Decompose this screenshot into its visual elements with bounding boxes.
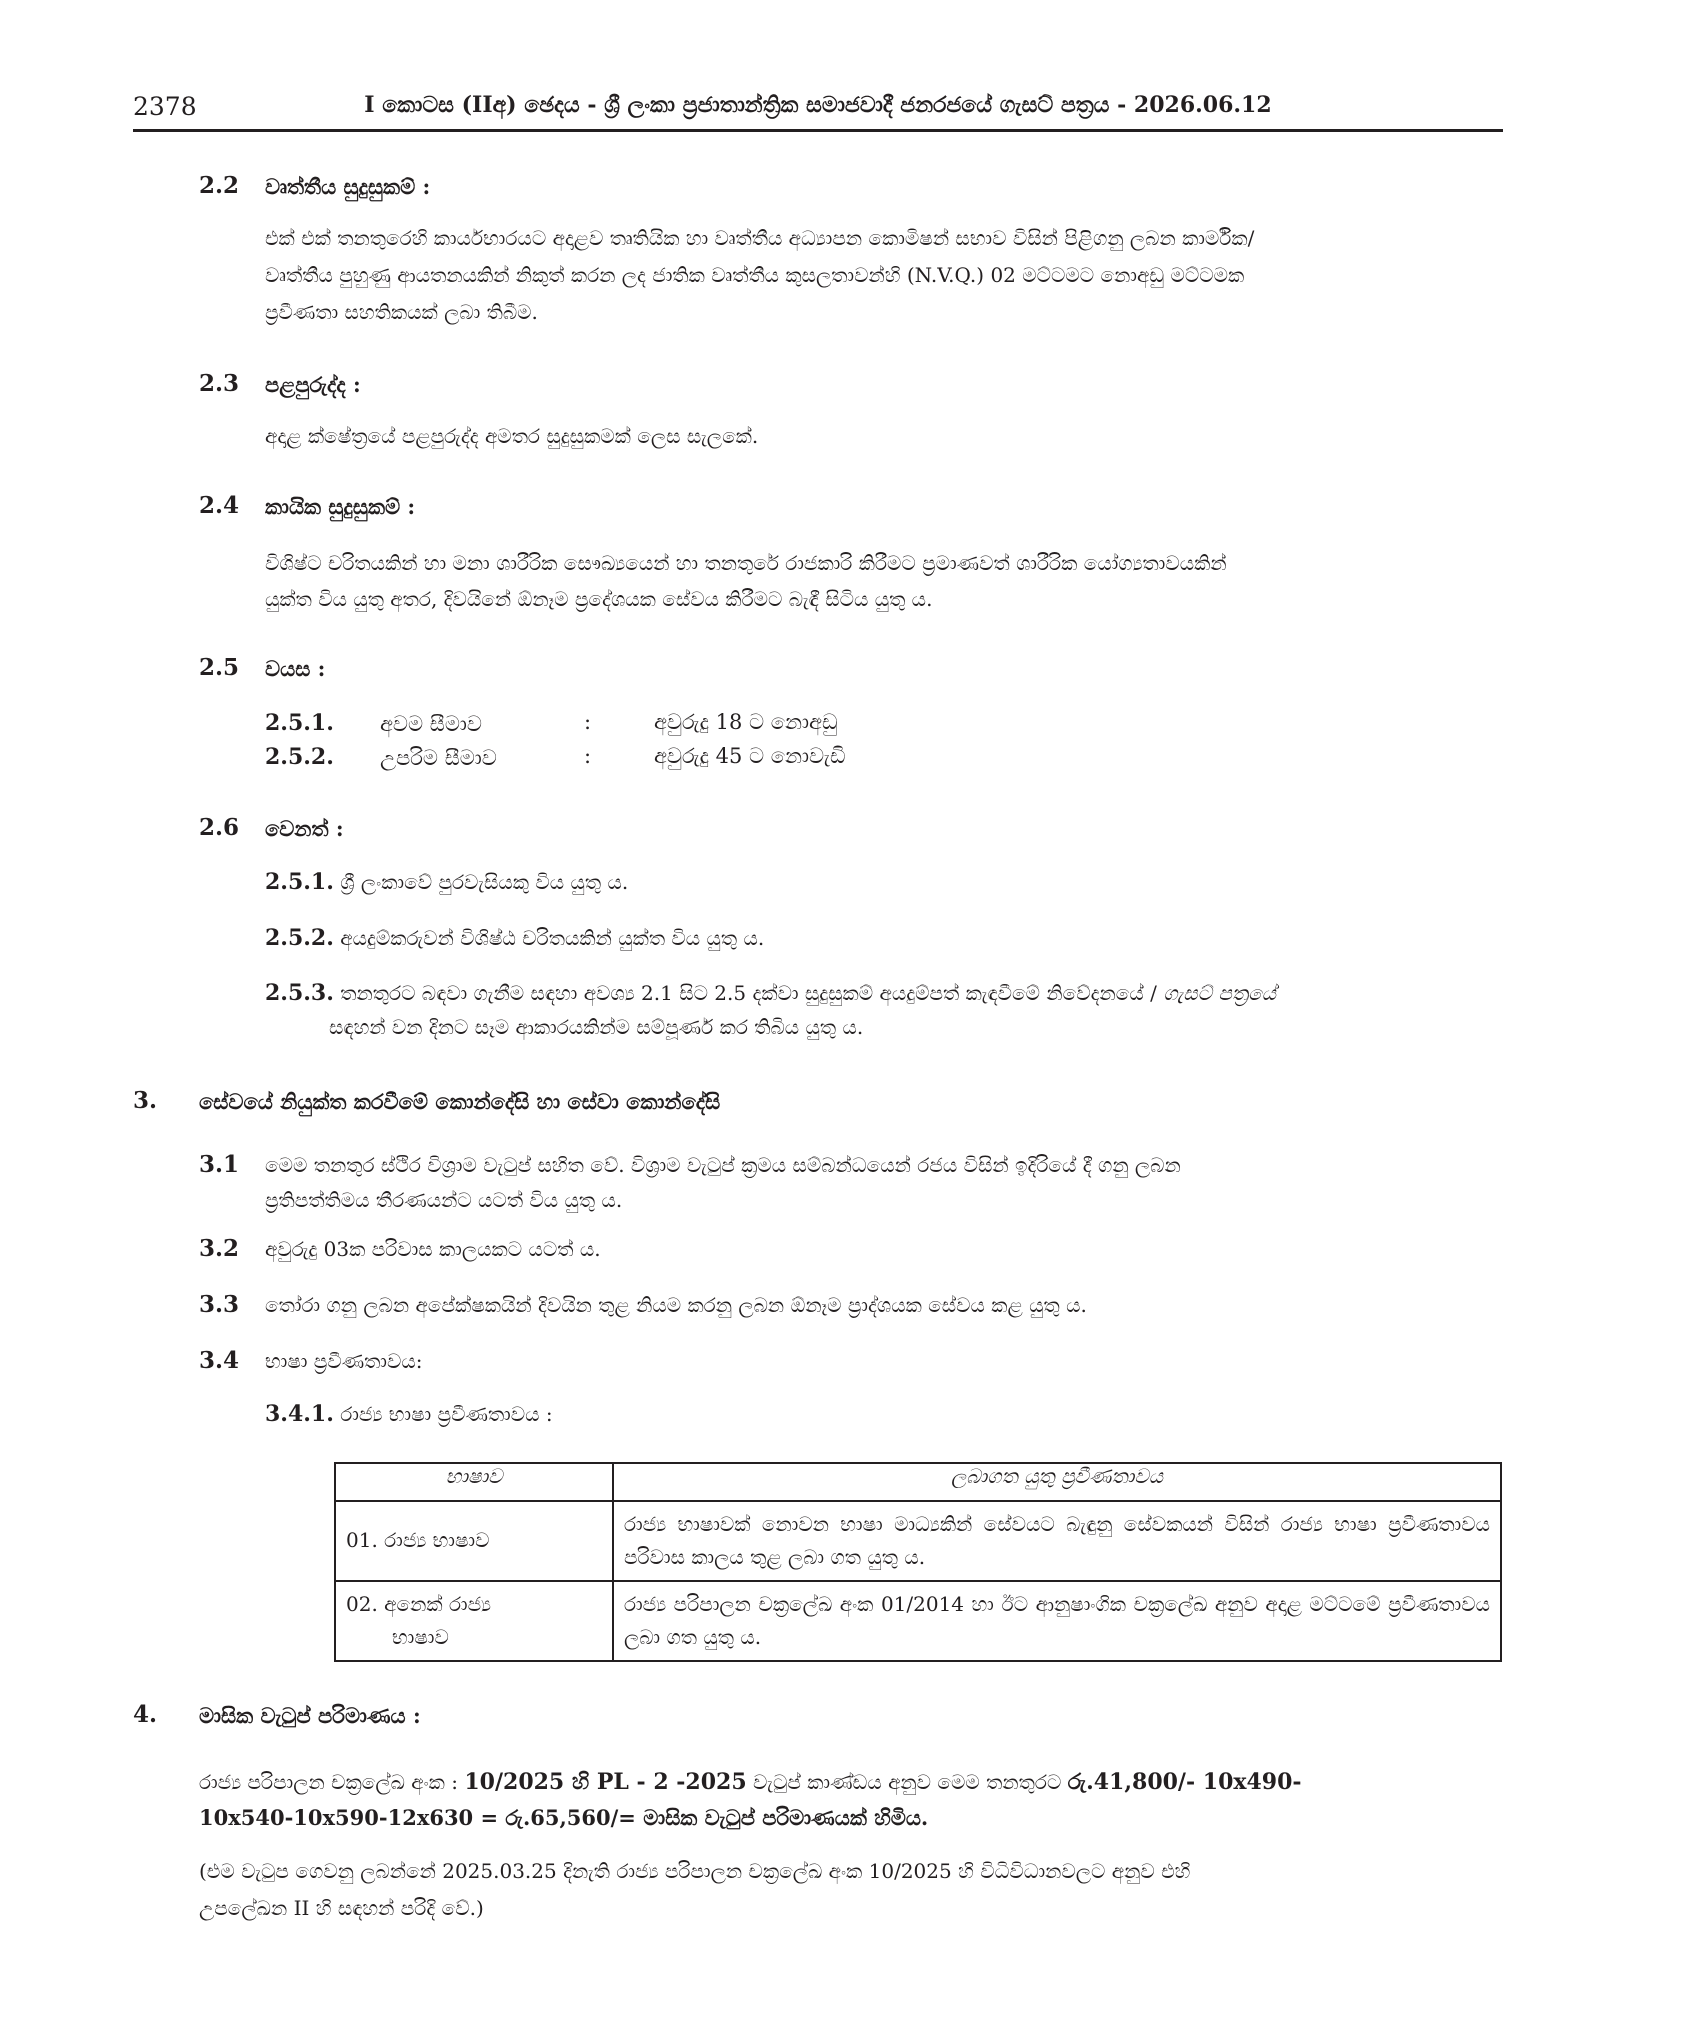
- salary-scale-continued: 10x540-10x590-12x630 = රු.65,560/= මාසික වැටුප් පරිමාණයක් හිමිය.: [199, 1805, 929, 1830]
- other-item-continuation: සඳහන් වන දිනට සෑම ආකාරයකින්ම සම්පූර්ණ කර තිබිය යුතු ය.: [329, 1015, 864, 1039]
- gazette-title: I කොටස (IIඅ) ඡෙදය - ශ්‍රී ලංකා ප්‍රජාතාන්ත්‍රික සමාජවාදී ජනරජයේ ගැසට් පත්‍රය - 2026.06.12: [364, 92, 1272, 118]
- section-2-3-text: අදාළ ක්ෂේත්‍රයේ පළපුරුද්ද අමතර සුදුසුකමක් ලෙස සැලකේ.: [265, 424, 759, 448]
- language-proficiency-table: [334, 1462, 1502, 1662]
- age-row-separator: :: [584, 710, 592, 734]
- age-row-separator: :: [584, 744, 592, 768]
- section-2-6-heading: වෙනත් :: [265, 816, 344, 841]
- sub-clause-number: 3.4.1.: [265, 1401, 334, 1427]
- other-item-text: ශ්‍රී ලංකාවේ පුරවැසියකු විය යුතු ය.: [333, 870, 629, 894]
- age-row-label: අවම සීමාව: [380, 712, 483, 736]
- section-2-5-heading: වයස :: [265, 656, 326, 681]
- salary-note-line: (එම වැටුප ගෙවනු ලබන්නේ 2025.03.25 දිනැති රාජ්‍ය පරිපාලන චක්‍රලේඛ අංක 10/2025 හි විධිවිධානවලට අනුව එහි: [199, 1859, 1191, 1883]
- section-2-3-number: 2.3: [199, 370, 240, 397]
- salary-text: රාජ්‍ය පරිපාලන චක්‍රලේඛ අංක :: [199, 1770, 465, 1794]
- clause-line: භාෂා ප්‍රවීණතාවය:: [265, 1349, 423, 1373]
- clause-number: 3.1: [199, 1151, 240, 1178]
- sub-clause-3-4-1: [265, 1401, 553, 1427]
- section-2-4-line: යුක්ත විය යුතු අතර, දිවයිනේ ඕනෑම ප්‍රදේශයක සේවය කිරීමට බැඳී සිටිය යුතු ය.: [265, 587, 933, 611]
- table-cell-requirement: රාජ්‍ය භාෂාවක් නොවන භාෂා මාධ්‍යකින් සේවයට බැඳුනු සේවකයන් විසින් රාජ්‍ය භාෂා ප්‍රවීණතාවය පරිවාස කාලය තුළ ලබා ගත යුතු ය.: [613, 1501, 1501, 1581]
- other-item-text: තනතුරට බඳවා ගැනීම සඳහා අවශ්‍ය 2.1 සිට 2.5 දක්වා සුදුසුකම් අයදුම්පත් කැඳවීමේ නිවේදනයේ /: [333, 981, 1164, 1005]
- other-item: [265, 869, 628, 895]
- section-2-5-number: 2.5: [199, 654, 240, 681]
- table-cell-requirement: රාජ්‍ය පරිපාලන චක්‍රලේඛ අංක 01/2014 හා ඊට ආනුෂාංගික චක්‍රලේඛ අනුව අදාළ මට්ටමේ ප්‍රවීණතාවය ලබා ගත යුතු ය.: [613, 1581, 1501, 1661]
- sub-clause-text: රාජ්‍ය භාෂා ප්‍රවීණතාවය :: [333, 1402, 553, 1426]
- section-2-4-line: විශිෂ්ට චරිතයකින් හා මනා ශාරීරික සෞඛ්‍යයෙන් හා තනතුරේ රාජකාරි කිරීමට ප්‍රමාණවත් ශාරීරික යෝග්‍යතාවයකින්: [265, 551, 1227, 575]
- clause-number: 3.4: [199, 1347, 240, 1374]
- table-row: [335, 1501, 1501, 1581]
- section-3-number: 3.: [133, 1087, 158, 1114]
- section-2-4-number: 2.4: [199, 492, 240, 519]
- salary-paragraph: [199, 1769, 1302, 1795]
- age-row-value: අවුරුදු 45 ට නොවැඩි: [654, 744, 846, 768]
- age-row-maximum: [265, 744, 334, 770]
- table-row: [335, 1581, 1501, 1661]
- header-rule: [133, 129, 1503, 132]
- table-cell-language: [335, 1501, 613, 1581]
- section-4-heading: මාසික වැටුප් පරිමාණය :: [199, 1703, 421, 1728]
- clause-line: මෙම තනතුර ස්ථිර විශ්‍රාම වැටුප් සහිත වේ. විශ්‍රාම වැටුප් ක්‍රමය සම්බන්ධයෙන් රජය විසින් ඉදිරියේ දී ගනු ලබන: [265, 1153, 1181, 1177]
- salary-scale: රු.41,800/- 10x490-: [1067, 1769, 1302, 1795]
- salary-circular: 10/2025 හි PL - 2 -2025: [464, 1769, 747, 1795]
- clause-line: අවුරුදු 03ක පරිවාස කාලයකට යටත් ය.: [265, 1237, 601, 1261]
- section-2-2-number: 2.2: [199, 172, 240, 199]
- other-item-number: 2.5.1.: [265, 869, 334, 895]
- age-row-label: උපරිම සීමාව: [380, 746, 497, 770]
- table-cell-language: [335, 1581, 613, 1661]
- other-item-number: 2.5.2.: [265, 925, 334, 951]
- language-name: 02. අනෙක් රාජ්‍ය: [346, 1592, 492, 1616]
- clause-number: 3.2: [199, 1235, 240, 1262]
- age-row-number: 2.5.2.: [265, 744, 334, 770]
- clause-number: 3.3: [199, 1291, 240, 1318]
- section-2-2-line: එක් එක් තනතුරෙහි කාර්යභාරයට අදාළව තෘතියික හා වෘත්තීය අධ්‍යාපන කොමිෂන් සභාව විසින් පිළිගනු ලබන කාර්මික/: [265, 226, 1255, 250]
- section-2-4-heading: කායික සුදුසුකම් :: [265, 494, 416, 519]
- section-4-number: 4.: [133, 1701, 158, 1728]
- clause-line: ප්‍රතිපත්තිමය තීරණයන්ට යටත් විය යුතු ය.: [265, 1188, 623, 1212]
- other-item-number: 2.5.3.: [265, 980, 334, 1006]
- table-header: භාෂාව: [335, 1463, 613, 1501]
- section-2-2-line: ප්‍රවීණතා සහතිකයක් ලබා තිබීම.: [265, 300, 538, 324]
- page-header: [133, 92, 1503, 130]
- page-number: 2378: [133, 92, 197, 121]
- other-item-italic: ගැසට් පත්‍රයේ: [1163, 981, 1276, 1005]
- other-item-text: අයදුම්කරුවන් විශිෂ්ඨ චරිතයකින් යුක්ත විය යුතු ය.: [333, 926, 765, 950]
- section-2-2-heading: වෘත්තීය සුදුසුකම් :: [265, 174, 431, 199]
- language-name: 01. රාජ්‍ය භාෂාව: [346, 1528, 490, 1552]
- age-row-number: 2.5.1.: [265, 710, 334, 736]
- age-row-value: අවුරුදු 18 ට නොඅඩු: [654, 710, 838, 734]
- section-2-3-heading: පළපුරුද්ද :: [265, 372, 361, 397]
- other-item: [265, 980, 1276, 1006]
- salary-note-line: උපලේඛන II හි සඳහන් පරිදි වේ.): [199, 1896, 484, 1920]
- table-header: ලබාගත යුතු ප්‍රවීණතාවය: [613, 1463, 1501, 1501]
- table-header-row: [335, 1463, 1501, 1501]
- section-2-6-number: 2.6: [199, 814, 240, 841]
- other-item: [265, 925, 764, 951]
- section-3-heading: සේවයේ නියුක්ත කරවීමේ කොන්දේසි හා සේවා කොන්දේසි: [199, 1089, 721, 1114]
- salary-text: වැටුප් කාණ්ඩය අනුව මෙම තනතුරට: [746, 1770, 1068, 1794]
- section-2-2-line: වෘත්තීය පුහුණු ආයතනයකින් නිකුත් කරන ලද ජාතික වෘත්තීය කුසලතාවන්හි (N.V.Q.) 02 මට්ටමට නොඅඩු මට්ටමක: [265, 263, 1245, 287]
- clause-line: තෝරා ගනු ලබන අපේක්ෂකයින් දිවයින තුළ නියම කරනු ලබන ඕනෑම ප්‍රාද්ශයක සේවය කළ යුතු ය.: [265, 1293, 1087, 1317]
- age-row-minimum: [265, 710, 334, 736]
- language-name-continued: භාෂාව: [392, 1625, 449, 1649]
